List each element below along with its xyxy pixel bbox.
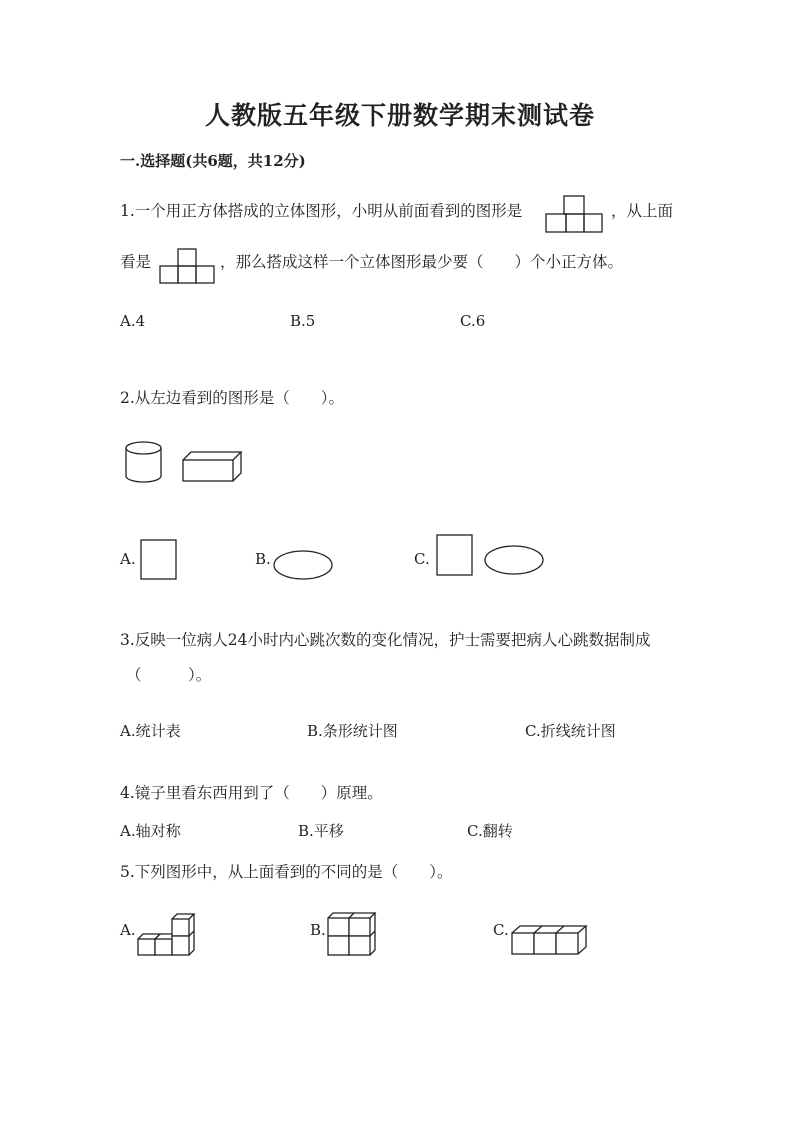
q2-option-a[interactable]: A. (120, 550, 136, 568)
q3-text-continued: （ ）。 (126, 666, 212, 684)
q1-text-part2: ，从上面 (611, 202, 674, 220)
q4-text: 4.镜子里看东西用到了（ ）原理。 (120, 784, 383, 802)
q1-option-a[interactable]: A.4 (120, 312, 146, 330)
q4-option-c[interactable]: C.翻转 (467, 822, 513, 840)
page-title: 人教版五年级下册数学期末测试卷 (204, 101, 595, 130)
q5-option-a[interactable]: A. (120, 921, 136, 939)
q1-option-b[interactable]: B.5 (290, 312, 316, 330)
q2-option-c-ellipse (483, 544, 547, 578)
q2-option-a-rectangle (140, 539, 178, 581)
section-heading: 一.选择题(共6题，共12分) (120, 152, 306, 170)
q1-text-part4: ，那么搭成这样一个立体图形最少要（ ）个小正方体。 (220, 253, 624, 271)
q1-text-part1: 1.一个用正方体搭成的立体图形，小明从前面看到的图形是 (120, 202, 523, 220)
q5-option-a-figure (136, 912, 198, 958)
q1-front-view-figure (546, 194, 606, 234)
q5-option-c[interactable]: C. (493, 921, 509, 939)
q3-option-a[interactable]: A.统计表 (120, 722, 181, 740)
q2-cylinder-figure (124, 440, 166, 486)
q1-top-view-figure (160, 247, 220, 287)
q3-option-b[interactable]: B.条形统计图 (307, 722, 398, 740)
q5-text: 5.下列图形中，从上面看到的不同的是（ ）。 (120, 863, 453, 881)
q2-option-c[interactable]: C. (414, 550, 430, 568)
q3-text: 3.反映一位病人24小时内心跳次数的变化情况，护士需要把病人心跳数据制成 (120, 631, 651, 649)
q4-option-a[interactable]: A.轴对称 (120, 822, 181, 840)
q5-option-b[interactable]: B. (310, 921, 326, 939)
q5-option-c-figure (510, 924, 594, 958)
q5-option-b-figure (326, 912, 382, 958)
q2-option-b[interactable]: B. (255, 550, 271, 568)
q2-option-c-rectangle (436, 534, 476, 578)
q1-option-c[interactable]: C.6 (460, 312, 486, 330)
q1-text-part3: 看是 (120, 253, 152, 271)
q3-option-c[interactable]: C.折线统计图 (525, 722, 616, 740)
q2-cuboid-figure (182, 451, 244, 485)
q2-option-b-ellipse (272, 549, 336, 583)
q2-text: 2.从左边看到的图形是（ ）。 (120, 389, 345, 407)
q4-option-b[interactable]: B.平移 (298, 822, 344, 840)
